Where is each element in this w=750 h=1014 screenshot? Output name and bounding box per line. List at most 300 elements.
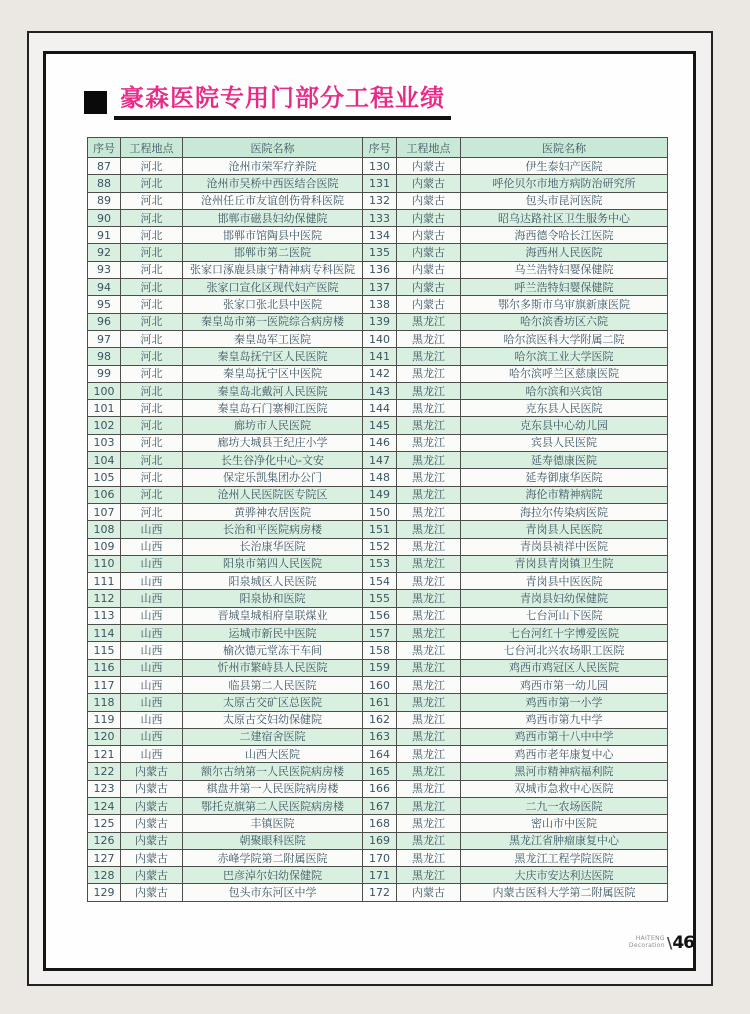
table-row (88, 365, 668, 382)
hospital-name-cell: 运城市新民中医院 (183, 625, 363, 642)
table-row (88, 417, 668, 434)
serial-cell: 121 (88, 746, 121, 763)
location-cell: 河北 (121, 158, 183, 175)
serial-cell: 169 (363, 832, 397, 849)
serial-cell: 172 (363, 884, 397, 901)
serial-cell: 93 (88, 261, 121, 278)
location-cell: 河北 (121, 417, 183, 434)
hospital-name-cell: 赤峰学院第二附属医院 (183, 849, 363, 866)
table-row (88, 797, 668, 814)
header-serial-left: 序号 (88, 138, 121, 158)
location-cell: 山西 (121, 607, 183, 624)
hospital-name-cell: 长生谷净化中心-文安 (183, 452, 363, 469)
table-row (88, 227, 668, 244)
table-row (88, 503, 668, 520)
hospital-name-cell: 鄂尔多斯市乌审旗新康医院 (461, 296, 668, 313)
serial-cell: 128 (88, 867, 121, 884)
hospital-name-cell: 青岗县人民医院 (461, 521, 668, 538)
serial-cell: 150 (363, 503, 397, 520)
serial-cell: 94 (88, 279, 121, 296)
table-row (88, 676, 668, 693)
hospital-name-cell: 青岗县中医医院 (461, 573, 668, 590)
location-cell: 内蒙古 (397, 209, 461, 226)
footer-brand-line1: HAITENG (635, 935, 665, 943)
serial-cell: 96 (88, 313, 121, 330)
table-row (88, 452, 668, 469)
serial-cell: 110 (88, 555, 121, 572)
serial-cell: 164 (363, 746, 397, 763)
location-cell: 河北 (121, 434, 183, 451)
hospital-name-cell: 克东县人民医院 (461, 400, 668, 417)
serial-cell: 118 (88, 694, 121, 711)
serial-cell: 160 (363, 676, 397, 693)
location-cell: 黑龙江 (397, 607, 461, 624)
serial-cell: 137 (363, 279, 397, 296)
location-cell: 河北 (121, 469, 183, 486)
hospital-name-cell: 克东县中心幼儿园 (461, 417, 668, 434)
hospital-name-cell: 黄骅神农居医院 (183, 503, 363, 520)
location-cell: 河北 (121, 296, 183, 313)
table-row (88, 780, 668, 797)
location-cell: 黑龙江 (397, 780, 461, 797)
location-cell: 黑龙江 (397, 728, 461, 745)
hospital-name-cell: 鸡西市老年康复中心 (461, 746, 668, 763)
hospital-name-cell: 鸡西市第一小学 (461, 694, 668, 711)
serial-cell: 109 (88, 538, 121, 555)
location-cell: 黑龙江 (397, 469, 461, 486)
serial-cell: 88 (88, 175, 121, 192)
location-cell: 河北 (121, 244, 183, 261)
footer-brand-logo (629, 936, 665, 950)
table-row (88, 746, 668, 763)
serial-cell: 148 (363, 469, 397, 486)
location-cell: 河北 (121, 192, 183, 209)
location-cell: 黑龙江 (397, 625, 461, 642)
serial-cell: 95 (88, 296, 121, 313)
hospital-name-cell: 巴彦淖尔妇幼保健院 (183, 867, 363, 884)
serial-cell: 124 (88, 797, 121, 814)
location-cell: 山西 (121, 521, 183, 538)
serial-cell: 104 (88, 452, 121, 469)
hospital-name-cell: 沧州市吴桥中西医结合医院 (183, 175, 363, 192)
hospital-name-cell: 山西大医院 (183, 746, 363, 763)
page-number: 46 (672, 933, 694, 953)
table-row (88, 694, 668, 711)
location-cell: 黑龙江 (397, 711, 461, 728)
header-serial-right: 序号 (363, 138, 397, 158)
location-cell: 山西 (121, 555, 183, 572)
hospital-name-cell: 哈尔滨和兴宾馆 (461, 382, 668, 399)
table-row (88, 590, 668, 607)
serial-cell: 143 (363, 382, 397, 399)
serial-cell: 156 (363, 607, 397, 624)
serial-cell: 119 (88, 711, 121, 728)
hospital-name-cell: 太原古交妇幼保健院 (183, 711, 363, 728)
table-row (88, 832, 668, 849)
hospital-name-cell: 秦皇岛抚宁区中医院 (183, 365, 363, 382)
serial-cell: 144 (363, 400, 397, 417)
location-cell: 黑龙江 (397, 313, 461, 330)
serial-cell: 131 (363, 175, 397, 192)
hospital-name-cell: 包头市东河区中学 (183, 884, 363, 901)
location-cell: 黑龙江 (397, 400, 461, 417)
serial-cell: 120 (88, 728, 121, 745)
title-square-bullet-icon (84, 91, 107, 114)
header-location-right: 工程地点 (397, 138, 461, 158)
hospital-name-cell: 临县第二人民医院 (183, 676, 363, 693)
hospital-name-cell: 延寿德康医院 (461, 452, 668, 469)
hospital-name-cell: 张家口涿鹿县康宁精神病专科医院 (183, 261, 363, 278)
table-row (88, 469, 668, 486)
table-row (88, 815, 668, 832)
location-cell: 黑龙江 (397, 694, 461, 711)
serial-cell: 146 (363, 434, 397, 451)
location-cell: 内蒙古 (397, 244, 461, 261)
serial-cell: 102 (88, 417, 121, 434)
location-cell: 内蒙古 (397, 175, 461, 192)
table-row (88, 607, 668, 624)
serial-cell: 115 (88, 642, 121, 659)
serial-cell: 147 (363, 452, 397, 469)
location-cell: 黑龙江 (397, 538, 461, 555)
hospital-name-cell: 哈尔滨医科大学附属二院 (461, 330, 668, 347)
hospital-name-cell: 青岗县青岗镇卫生院 (461, 555, 668, 572)
location-cell: 山西 (121, 746, 183, 763)
table-row (88, 192, 668, 209)
location-cell: 河北 (121, 486, 183, 503)
table-row (88, 330, 668, 347)
location-cell: 河北 (121, 330, 183, 347)
header-location-left: 工程地点 (121, 138, 183, 158)
hospital-name-cell: 黑河市精神病福利院 (461, 763, 668, 780)
hospital-name-cell: 秦皇岛军工医院 (183, 330, 363, 347)
location-cell: 黑龙江 (397, 590, 461, 607)
serial-cell: 154 (363, 573, 397, 590)
hospital-name-cell: 七台河北兴农场职工医院 (461, 642, 668, 659)
hospital-name-cell: 张家口张北县中医院 (183, 296, 363, 313)
serial-cell: 142 (363, 365, 397, 382)
hospital-name-cell: 鄂托克旗第二人民医院病房楼 (183, 797, 363, 814)
location-cell: 黑龙江 (397, 330, 461, 347)
serial-cell: 112 (88, 590, 121, 607)
serial-cell: 141 (363, 348, 397, 365)
hospital-name-cell: 秦皇岛市第一医院综合病房楼 (183, 313, 363, 330)
hospital-name-cell: 昭乌达路社区卫生服务中心 (461, 209, 668, 226)
table-row (88, 434, 668, 451)
serial-cell: 129 (88, 884, 121, 901)
serial-cell: 99 (88, 365, 121, 382)
hospital-name-cell: 阳泉协和医院 (183, 590, 363, 607)
table-row (88, 728, 668, 745)
table-row (88, 279, 668, 296)
serial-cell: 108 (88, 521, 121, 538)
serial-cell: 155 (363, 590, 397, 607)
serial-cell: 136 (363, 261, 397, 278)
serial-cell: 153 (363, 555, 397, 572)
serial-cell: 105 (88, 469, 121, 486)
hospital-name-cell: 海西德令哈长江医院 (461, 227, 668, 244)
serial-cell: 126 (88, 832, 121, 849)
hospital-name-cell: 忻州市繁峙县人民医院 (183, 659, 363, 676)
serial-cell: 170 (363, 849, 397, 866)
hospital-name-cell: 棋盘井第一人民医院病房楼 (183, 780, 363, 797)
hospital-name-cell: 伊生泰妇产医院 (461, 158, 668, 175)
hospital-name-cell: 哈尔滨呼兰区慈康医院 (461, 365, 668, 382)
serial-cell: 132 (363, 192, 397, 209)
location-cell: 河北 (121, 365, 183, 382)
location-cell: 河北 (121, 503, 183, 520)
location-cell: 河北 (121, 209, 183, 226)
hospital-name-cell: 沧州任丘市友谊创伤骨科医院 (183, 192, 363, 209)
hospital-name-cell: 长治和平医院病房楼 (183, 521, 363, 538)
location-cell: 黑龙江 (397, 365, 461, 382)
serial-cell: 168 (363, 815, 397, 832)
hospital-name-cell: 大庆市安达利达医院 (461, 867, 668, 884)
location-cell: 内蒙古 (397, 192, 461, 209)
serial-cell: 89 (88, 192, 121, 209)
table-row (88, 296, 668, 313)
location-cell: 黑龙江 (397, 659, 461, 676)
table-row (88, 382, 668, 399)
location-cell: 山西 (121, 625, 183, 642)
location-cell: 内蒙古 (121, 867, 183, 884)
table-row (88, 261, 668, 278)
location-cell: 内蒙古 (397, 158, 461, 175)
serial-cell: 165 (363, 763, 397, 780)
serial-cell: 133 (363, 209, 397, 226)
table-row (88, 244, 668, 261)
hospital-name-cell: 呼伦贝尔市地方病防治研究所 (461, 175, 668, 192)
hospital-name-cell: 邯郸市第二医院 (183, 244, 363, 261)
header-hospital-right: 医院名称 (461, 138, 668, 158)
hospital-name-cell: 榆次德元堂冻干车间 (183, 642, 363, 659)
location-cell: 山西 (121, 659, 183, 676)
serial-cell: 98 (88, 348, 121, 365)
serial-cell: 123 (88, 780, 121, 797)
hospital-name-cell: 七台河山下医院 (461, 607, 668, 624)
hospital-name-cell: 张家口宣化区现代妇产医院 (183, 279, 363, 296)
hospital-name-cell: 二九一农场医院 (461, 797, 668, 814)
table-row (88, 884, 668, 901)
table-row (88, 521, 668, 538)
hospital-name-cell: 呼兰浩特妇婴保健院 (461, 279, 668, 296)
serial-cell: 149 (363, 486, 397, 503)
location-cell: 山西 (121, 676, 183, 693)
hospital-name-cell: 海西州人民医院 (461, 244, 668, 261)
table-row (88, 209, 668, 226)
location-cell: 内蒙古 (121, 797, 183, 814)
location-cell: 河北 (121, 175, 183, 192)
serial-cell: 122 (88, 763, 121, 780)
location-cell: 山西 (121, 538, 183, 555)
serial-cell: 158 (363, 642, 397, 659)
location-cell: 内蒙古 (397, 296, 461, 313)
hospital-name-cell: 廊坊大城县王纪庄小学 (183, 434, 363, 451)
hospital-name-cell: 青岗县妇幼保健院 (461, 590, 668, 607)
location-cell: 内蒙古 (121, 780, 183, 797)
hospital-name-cell: 阳泉城区人民医院 (183, 573, 363, 590)
location-cell: 黑龙江 (397, 348, 461, 365)
serial-cell: 103 (88, 434, 121, 451)
hospital-name-cell: 海拉尔传染病医院 (461, 503, 668, 520)
hospital-name-cell: 邯郸市磁县妇幼保健院 (183, 209, 363, 226)
location-cell: 黑龙江 (397, 676, 461, 693)
serial-cell: 91 (88, 227, 121, 244)
hospital-name-cell: 密山市中医院 (461, 815, 668, 832)
footer-slash-mark: \ (666, 934, 673, 952)
serial-cell: 161 (363, 694, 397, 711)
hospital-name-cell: 内蒙古医科大学第二附属医院 (461, 884, 668, 901)
hospital-name-cell: 哈尔滨香坊区六院 (461, 313, 668, 330)
location-cell: 山西 (121, 573, 183, 590)
hospital-name-cell: 额尔古纳第一人民医院病房楼 (183, 763, 363, 780)
serial-cell: 97 (88, 330, 121, 347)
serial-cell: 145 (363, 417, 397, 434)
hospital-name-cell: 丰镇医院 (183, 815, 363, 832)
table-row (88, 659, 668, 676)
serial-cell: 162 (363, 711, 397, 728)
hospital-name-cell: 青岗县祯祥中医院 (461, 538, 668, 555)
location-cell: 内蒙古 (121, 815, 183, 832)
serial-cell: 100 (88, 382, 121, 399)
location-cell: 河北 (121, 313, 183, 330)
serial-cell: 117 (88, 676, 121, 693)
hospital-name-cell: 廊坊市人民医院 (183, 417, 363, 434)
hospital-name-cell: 保定乐凯集团办公门 (183, 469, 363, 486)
location-cell: 黑龙江 (397, 417, 461, 434)
hospital-name-cell: 七台河红十字博爱医院 (461, 625, 668, 642)
hospital-name-cell: 太原古交矿区总医院 (183, 694, 363, 711)
location-cell: 河北 (121, 382, 183, 399)
location-cell: 黑龙江 (397, 746, 461, 763)
table-row (88, 763, 668, 780)
title-block (84, 84, 451, 120)
serial-cell: 130 (363, 158, 397, 175)
serial-cell: 106 (88, 486, 121, 503)
location-cell: 内蒙古 (121, 832, 183, 849)
table-header-row (88, 138, 668, 158)
footer-brand-line2: Decoration (628, 942, 665, 949)
serial-cell: 163 (363, 728, 397, 745)
hospital-name-cell: 宾县人民医院 (461, 434, 668, 451)
serial-cell: 116 (88, 659, 121, 676)
location-cell: 山西 (121, 590, 183, 607)
table-row (88, 313, 668, 330)
table-row (88, 486, 668, 503)
location-cell: 河北 (121, 400, 183, 417)
hospital-name-cell: 黑龙江省肿瘤康复中心 (461, 832, 668, 849)
location-cell: 黑龙江 (397, 503, 461, 520)
hospital-name-cell: 海伦市精神病院 (461, 486, 668, 503)
table-row (88, 158, 668, 175)
serial-cell: 151 (363, 521, 397, 538)
location-cell: 黑龙江 (397, 763, 461, 780)
table-row (88, 625, 668, 642)
serial-cell: 166 (363, 780, 397, 797)
hospital-name-cell: 阳泉市第四人民医院 (183, 555, 363, 572)
location-cell: 黑龙江 (397, 849, 461, 866)
serial-cell: 134 (363, 227, 397, 244)
location-cell: 内蒙古 (121, 849, 183, 866)
hospital-name-cell: 哈尔滨工业大学医院 (461, 348, 668, 365)
serial-cell: 127 (88, 849, 121, 866)
serial-cell: 101 (88, 400, 121, 417)
location-cell: 黑龙江 (397, 573, 461, 590)
serial-cell: 92 (88, 244, 121, 261)
serial-cell: 90 (88, 209, 121, 226)
hospital-name-cell: 晋城皇城相府皇联煤业 (183, 607, 363, 624)
location-cell: 河北 (121, 227, 183, 244)
serial-cell: 135 (363, 244, 397, 261)
table-row (88, 348, 668, 365)
hospital-name-cell: 乌兰浩特妇婴保健院 (461, 261, 668, 278)
table-row (88, 400, 668, 417)
location-cell: 河北 (121, 452, 183, 469)
serial-cell: 171 (363, 867, 397, 884)
table-row (88, 867, 668, 884)
location-cell: 内蒙古 (121, 763, 183, 780)
table-row (88, 849, 668, 866)
location-cell: 山西 (121, 694, 183, 711)
table-row (88, 642, 668, 659)
hospital-name-cell: 秦皇岛北戴河人民医院 (183, 382, 363, 399)
location-cell: 黑龙江 (397, 382, 461, 399)
table-row (88, 711, 668, 728)
project-performance-table (87, 137, 668, 902)
hospital-name-cell: 黑龙江工程学院医院 (461, 849, 668, 866)
location-cell: 黑龙江 (397, 797, 461, 814)
hospital-name-cell: 沧州人民医院医专院区 (183, 486, 363, 503)
hospital-name-cell: 延寿御康华医院 (461, 469, 668, 486)
location-cell: 内蒙古 (397, 884, 461, 901)
location-cell: 山西 (121, 711, 183, 728)
location-cell: 山西 (121, 728, 183, 745)
hospital-name-cell: 包头市昆河医院 (461, 192, 668, 209)
table-row (88, 538, 668, 555)
serial-cell: 87 (88, 158, 121, 175)
serial-cell: 125 (88, 815, 121, 832)
location-cell: 黑龙江 (397, 642, 461, 659)
location-cell: 黑龙江 (397, 521, 461, 538)
hospital-name-cell: 鸡西市第九中学 (461, 711, 668, 728)
location-cell: 黑龙江 (397, 555, 461, 572)
serial-cell: 139 (363, 313, 397, 330)
serial-cell: 111 (88, 573, 121, 590)
location-cell: 河北 (121, 279, 183, 296)
location-cell: 黑龙江 (397, 815, 461, 832)
location-cell: 黑龙江 (397, 434, 461, 451)
serial-cell: 114 (88, 625, 121, 642)
page-title: 豪森医院专用门部分工程业绩 (114, 84, 451, 120)
location-cell: 黑龙江 (397, 486, 461, 503)
location-cell: 河北 (121, 261, 183, 278)
serial-cell: 107 (88, 503, 121, 520)
serial-cell: 152 (363, 538, 397, 555)
hospital-name-cell: 秦皇岛石门寨柳江医院 (183, 400, 363, 417)
page-footer (629, 933, 694, 953)
table-row (88, 555, 668, 572)
location-cell: 内蒙古 (397, 279, 461, 296)
location-cell: 内蒙古 (121, 884, 183, 901)
hospital-name-cell: 秦皇岛抚宁区人民医院 (183, 348, 363, 365)
hospital-name-cell: 鸡西市鸡冠区人民医院 (461, 659, 668, 676)
hospital-name-cell: 鸡西市第一幼儿园 (461, 676, 668, 693)
serial-cell: 113 (88, 607, 121, 624)
hospital-name-cell: 邯郸市馆陶县中医院 (183, 227, 363, 244)
location-cell: 山西 (121, 642, 183, 659)
serial-cell: 138 (363, 296, 397, 313)
serial-cell: 167 (363, 797, 397, 814)
